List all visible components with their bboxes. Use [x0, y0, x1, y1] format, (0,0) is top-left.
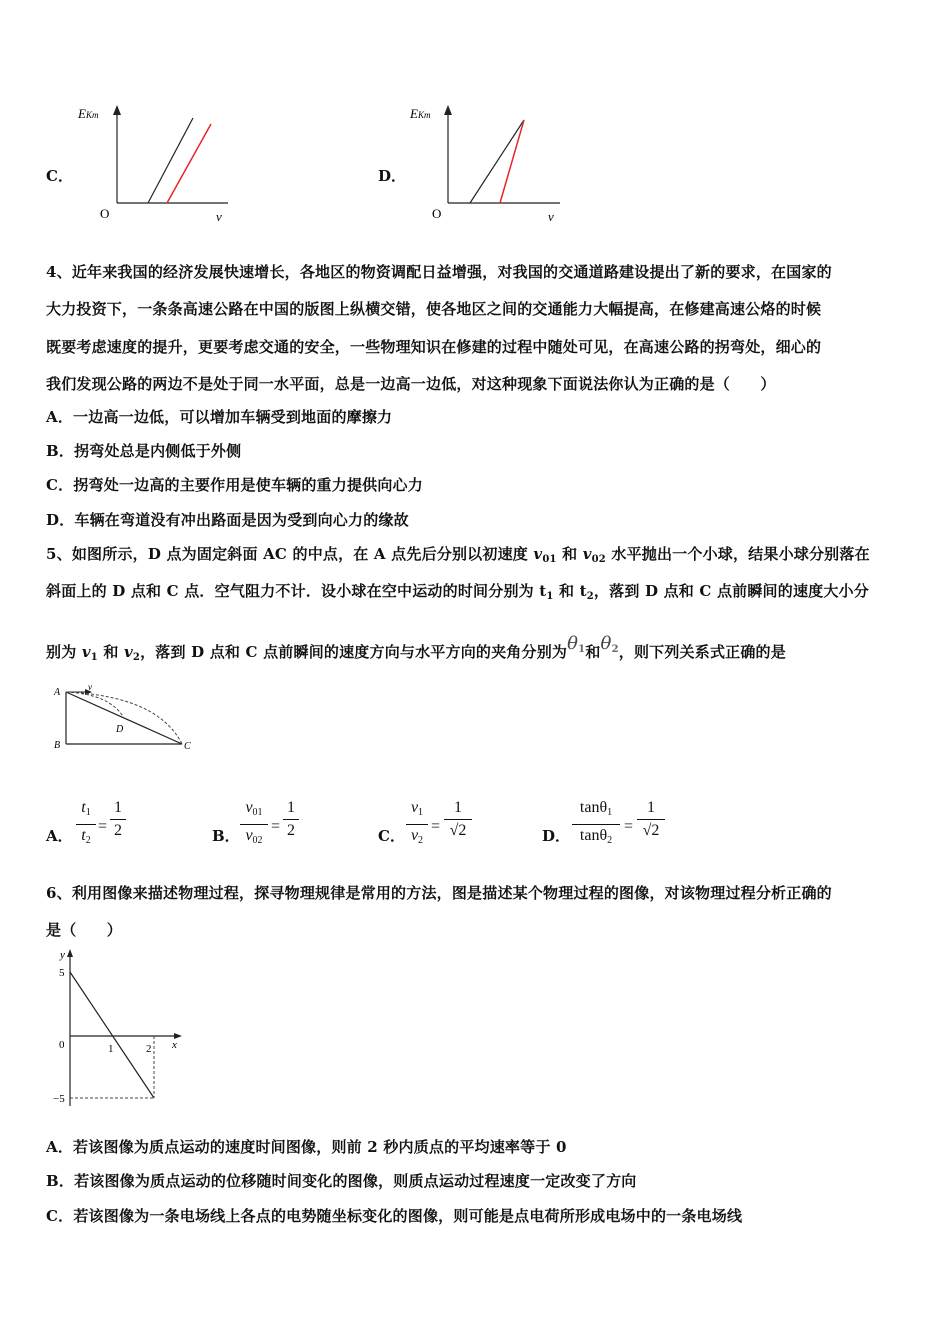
- q4-stem-line-4: 我们发现公路的两边不是处于同一水平面，总是一边高一边低，对这种现象下面说法你认为正确的是（ ）: [46, 375, 776, 393]
- option-c-label: C．: [46, 167, 73, 185]
- q5-option-c-eq: =: [431, 818, 441, 835]
- q4-option-a: A．一边高一边低，可以增加车辆受到地面的摩擦力: [46, 408, 393, 426]
- graph-c-origin: O: [100, 206, 110, 221]
- q4-stem-line-3: 既要考虑速度的提升，更要考虑交通的安全，一些物理知识在修建的过程中随处可见，在高速公路的拐弯处，细心的: [46, 338, 822, 356]
- q6-tick-5: 5: [59, 967, 65, 979]
- graph-d-red-line: [500, 120, 524, 203]
- q6-data-line: [70, 972, 154, 1098]
- q5-option-c-lhs: $v_1$ $v_2$: [406, 799, 428, 850]
- graph-d-x-label: v: [548, 209, 554, 224]
- q5-option-c-rhs: 1 √2: [444, 799, 472, 840]
- q6-x-label: x: [172, 1039, 177, 1051]
- q6-y-label: y: [60, 949, 65, 961]
- graph-d: [402, 100, 572, 230]
- label-d: D: [116, 724, 124, 735]
- q6-origin: 0: [59, 1039, 65, 1051]
- q6-option-c: C．若该图像为一条电场线上各点的电势随坐标变化的图像，则可能是点电荷所形成电场中的一条电场线: [46, 1207, 743, 1225]
- label-v: v: [88, 682, 92, 692]
- q5-option-b-label: B．: [212, 827, 240, 845]
- q5-stem-line-2: 斜面上的 D 点和 C 点．空气阻力不计．设小球在空中运动的时间分别为 $t_1$ 和 $t_2$，落到 D 点和 C 点前瞬间的速度大小分: [46, 582, 869, 602]
- q4-option-d: D．车辆在弯道没有冲出路面是因为受到向心力的缘故: [46, 511, 409, 529]
- q5-option-b-rhs: 1 2: [283, 799, 299, 840]
- q5-option-b-eq: =: [271, 818, 281, 835]
- option-d-label: D．: [378, 167, 407, 185]
- q6-option-b: B．若该图像为质点运动的位移随时间变化的图像，则质点运动过程速度一定改变了方向: [46, 1172, 637, 1190]
- q5-option-c-label: C．: [378, 827, 405, 845]
- q5-option-d-label: D．: [542, 827, 571, 845]
- graph-d-origin: O: [432, 206, 442, 221]
- q4-stem-line-1: 4、近年来我国的经济发展快速增长，各地区的物资调配日益增强，对我国的交通道路建设提出了新的要求，在国家的: [46, 263, 832, 281]
- q6-tick-1: 1: [108, 1043, 114, 1055]
- q5-option-a-eq: =: [98, 818, 108, 835]
- q5-option-a-lhs: $t_1$ $t_2$: [76, 799, 96, 850]
- q6-stem-line-2: 是（ ）: [46, 921, 123, 939]
- q6-tick-2: 2: [146, 1043, 152, 1055]
- graph-c: [70, 100, 240, 230]
- q5-stem-line-3: 别为 $v_1$ 和 $v_2$，落到 D 点和 C 点前瞬间的速度方向与水平方向的夹角分别为$\theta^1$和$\theta^2$，则下列关系式正确的是: [46, 633, 786, 663]
- label-c: C: [184, 741, 191, 752]
- q6-option-a: A．若该图像为质点运动的速度时间图像，则前 2 秒内质点的平均速率等于 0: [46, 1138, 567, 1156]
- label-a: A: [54, 687, 61, 698]
- q5-option-d-eq: =: [624, 818, 634, 835]
- graph-d-y-arrow: [444, 105, 452, 115]
- graph-c-red-line: [167, 124, 211, 203]
- q5-option-a-label: A．: [46, 827, 73, 845]
- q4-stem-line-2: 大力投资下，一条条高速公路在中国的版图上纵横交错，使各地区之间的交通能力大幅提高，在修建高速公烙的时候: [46, 300, 822, 318]
- q5-option-d-rhs: 1 √2: [637, 799, 665, 840]
- graph-c-y-arrow: [113, 105, 121, 115]
- q5-option-d-lhs: tanθ$_1$ tanθ$_2$: [572, 799, 620, 850]
- graph-c-x-label: v: [216, 209, 222, 224]
- q6-y-arrow: [67, 949, 73, 957]
- graph-c-black-line: [148, 118, 193, 203]
- q6-tick-neg5: −5: [53, 1093, 65, 1105]
- graph-c-y-label: EKm: [78, 106, 99, 121]
- q5-option-b-lhs: $v_{01}$ $v_{02}$: [240, 799, 268, 850]
- q6-stem-line-1: 6、利用图像来描述物理过程，探寻物理规律是常用的方法，图是描述某个物理过程的图像，对该物理过程分析正确的: [46, 884, 832, 902]
- q6-graph: [50, 944, 190, 1112]
- q5-stem-line-1: 5、如图所示，D 点为固定斜面 AC 的中点，在 A 点先后分别以初速度 $v_{01}$ 和 $v_{02}$ 水平抛出一个小球，结果小球分别落在: [46, 545, 870, 565]
- label-b: B: [54, 740, 61, 751]
- graph-d-black-line: [470, 120, 524, 203]
- q4-option-c: C．拐弯处一边高的主要作用是使车辆的重力提供向心力: [46, 476, 423, 494]
- q5-incline-diagram: [50, 682, 200, 754]
- graph-d-y-label: EKm: [410, 106, 431, 121]
- q4-option-b: B．拐弯处总是内侧低于外侧: [46, 442, 242, 460]
- q5-option-a-rhs: 1 2: [110, 799, 126, 840]
